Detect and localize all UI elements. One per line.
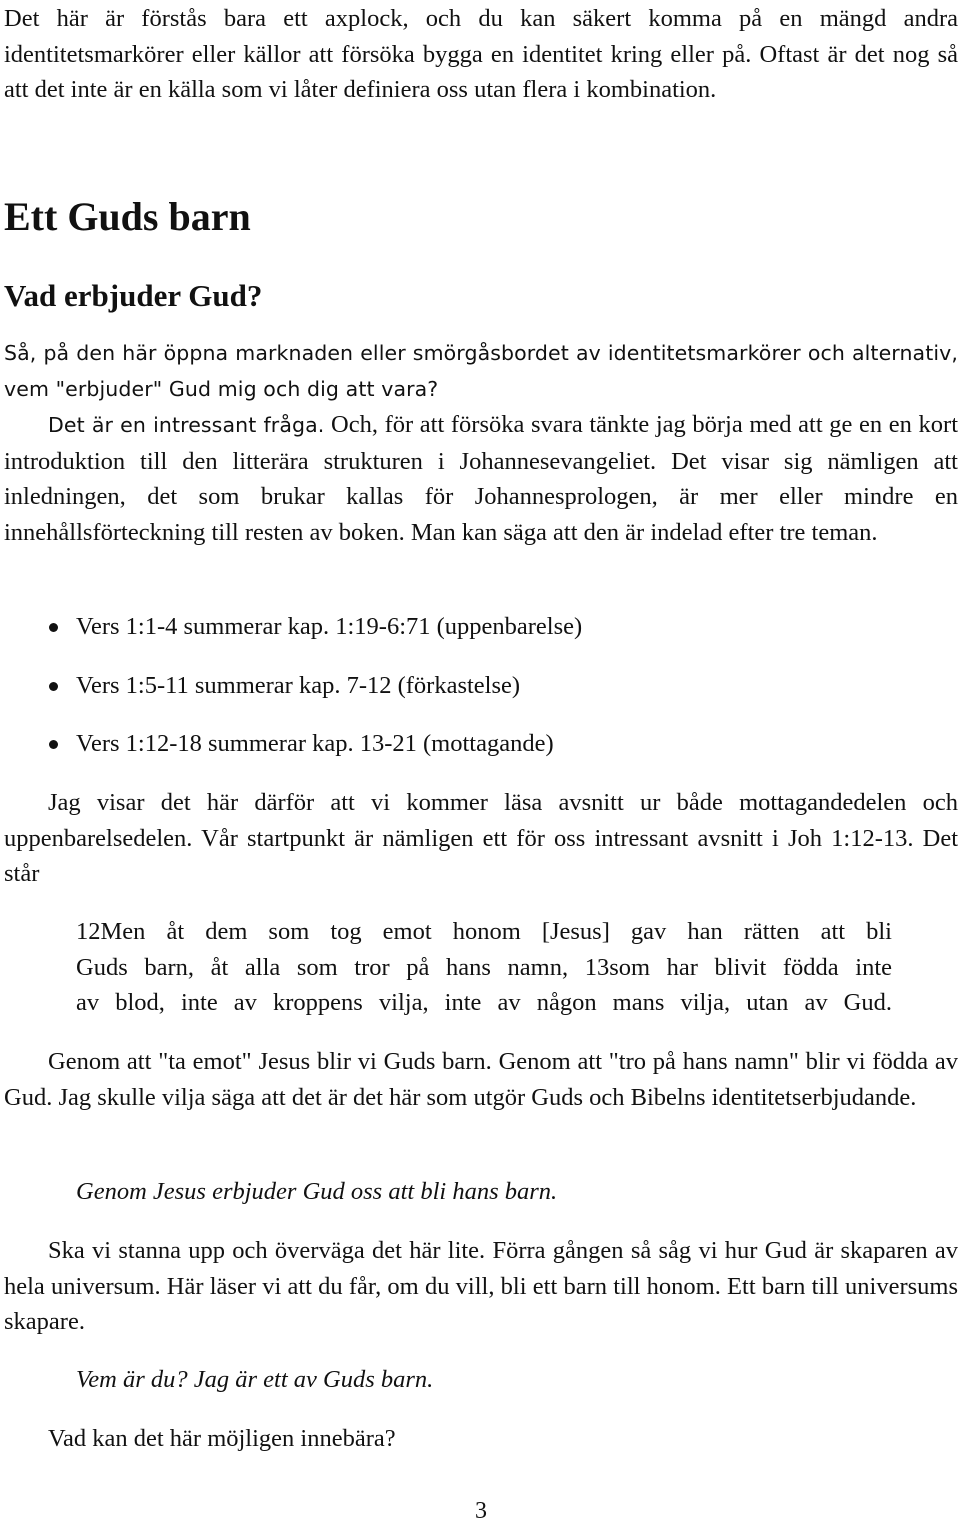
list-item-text: Vers 1:12-18 summerar kap. 13-21 (mottagande) [76, 730, 554, 757]
list-item [4, 668, 958, 727]
italic-question: Vem är du? Jag är ett av Guds barn. [76, 1366, 434, 1393]
list-item [4, 609, 958, 668]
bullet-dot-icon [49, 623, 58, 632]
subsection-title: Vad erbjuder Gud? [4, 278, 263, 313]
paragraph-2-sans-start: Det är en intressant fråga. [48, 413, 325, 437]
quote-line: 12Men åt dem som tog emot honom [Jesus] gav han rätten att bli [76, 918, 892, 945]
paragraph-2 [4, 407, 958, 550]
section-title: Ett Guds barn [4, 194, 251, 239]
bullet-dot-icon [49, 740, 58, 749]
sans-paragraph-1: Så, på den här öppna marknaden eller smörgåsbordet av identitetsmarkörer och alternativ, vem "erbjuder" Gud mig och dig att vara? [4, 341, 958, 401]
list-item [4, 726, 958, 785]
paragraph-5: Ska vi stanna upp och överväga det här lite. Förra gången så såg vi hur Gud är skaparen av hela universum. Här läser vi att du får, om du vill, bli ett barn till honom. Ett barn till universums skapare. [4, 1237, 958, 1335]
paragraph-4: Genom att "ta emot" Jesus blir vi Guds barn. Genom att "tro på hans namn" blir vi födda av Gud. Jag skulle vilja säga att det är det här som utgör Guds och Bibelns identitetserbjudande. [4, 1048, 958, 1111]
italic-statement: Genom Jesus erbjuder Gud oss att bli hans barn. [76, 1178, 558, 1205]
page-number: 3 [475, 1498, 487, 1524]
quote-line: Guds barn, åt alla som tror på hans namn, 13som har blivit födda inte [76, 953, 892, 981]
list-item-text: Vers 1:5-11 summerar kap. 7-12 (förkastelse) [76, 671, 521, 699]
paragraph-2-rest: Och, för att försöka svara tänkte jag börja med att ge en en kort introduktion till den litterära strukturen i Johannesevangeliet. Det visar sig nämligen att inledningen, det som brukar kallas för Johannesprologen, är mer eller mindre en innehållsförteckning till resten av boken. Man kan säga att den är indelad efter tre teman. [4, 411, 958, 546]
bullet-dot-icon [49, 682, 58, 691]
closing-question: Vad kan det här möjligen innebära? [48, 1425, 396, 1452]
summary-list [4, 609, 958, 785]
paragraph-3: Jag visar det här därför att vi kommer läsa avsnitt ur både mottagandedelen och uppenbarelsedelen. Vår startpunkt är nämligen ett för oss intressant avsnitt i Joh 1:12-13. Det står [4, 789, 958, 887]
bible-quote [76, 914, 892, 1021]
list-item-text: Vers 1:1-4 summerar kap. 1:19-6:71 (uppenbarelse) [76, 613, 583, 640]
quote-line: av blod, inte av kroppens vilja, inte av någon mans vilja, utan av Gud. [76, 989, 892, 1016]
intro-paragraph: Det här är förstås bara ett axplock, och du kan säkert komma på en mängd andra identitetsmarkörer eller källor att försöka bygga en identitet kring eller på. Oftast är det nog så att det inte är en källa som vi låter definiera oss utan flera i kombination. [4, 5, 958, 103]
